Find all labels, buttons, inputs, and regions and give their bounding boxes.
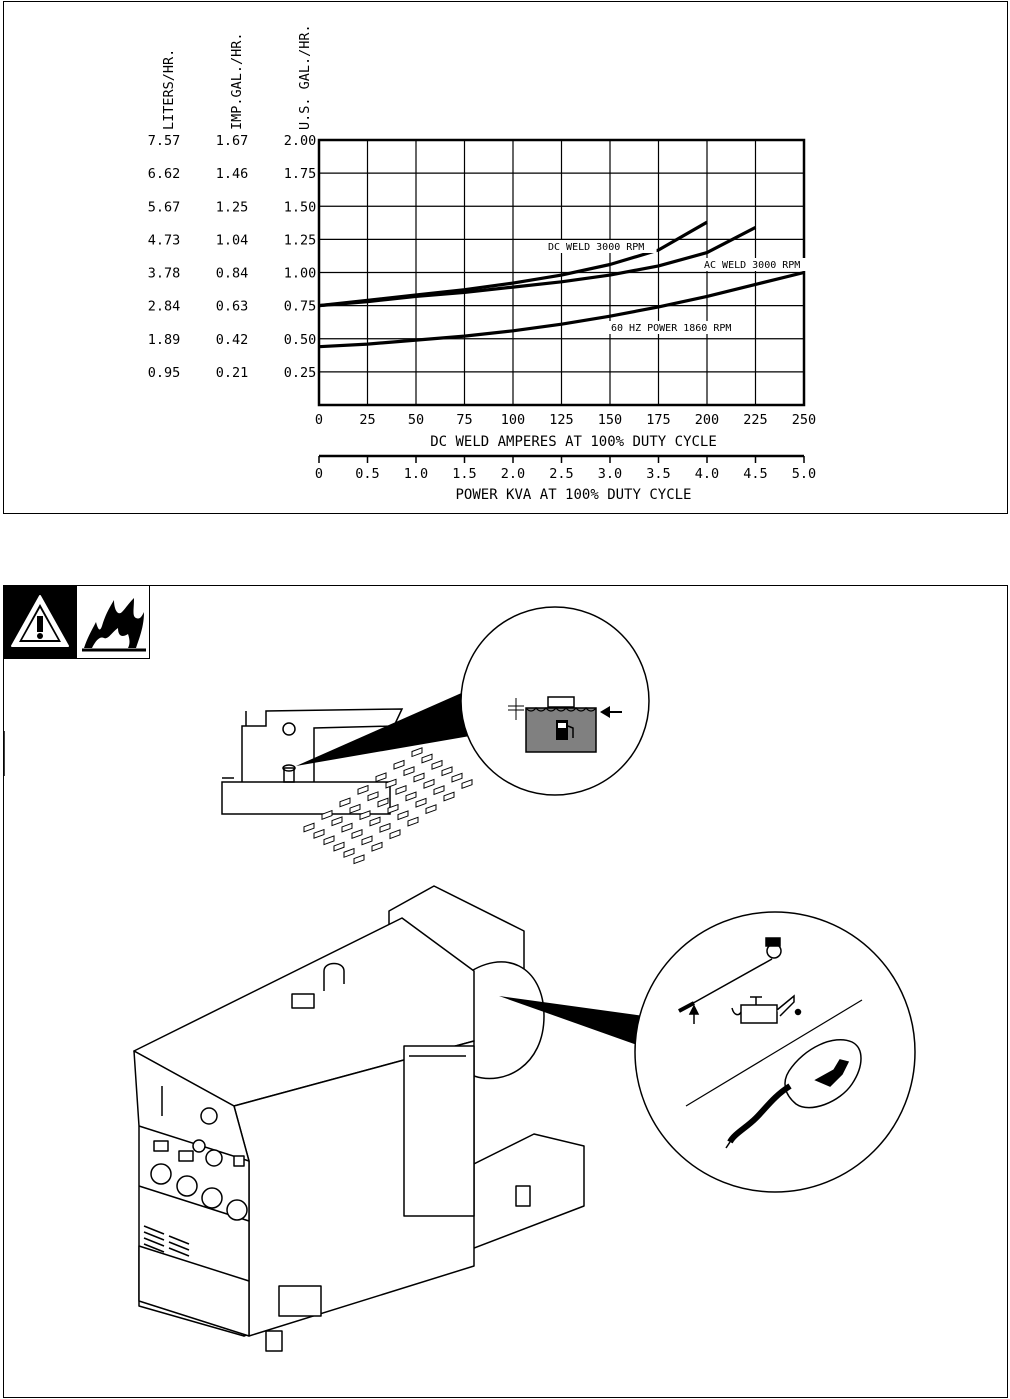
y-tick-label: 1.89 <box>147 331 181 348</box>
vent-slot <box>344 849 354 858</box>
x-tick-label: 225 <box>743 412 768 428</box>
machine-side-view <box>4 709 402 814</box>
y-tick-label: 0.63 <box>215 298 249 315</box>
vent-slot <box>432 761 442 770</box>
vent-slot <box>398 811 408 820</box>
vent-slot <box>406 792 416 801</box>
vent-slot <box>340 798 350 807</box>
x-tick-label: 3.0 <box>597 466 623 482</box>
y-tick-label: 0.21 <box>215 364 249 381</box>
y-tick-label: 1.75 <box>283 166 317 183</box>
y-tick-label: 0.95 <box>147 364 181 381</box>
series-label: DC WELD 3000 RPM <box>548 242 645 253</box>
vent-slot <box>426 805 436 814</box>
x-tick-label: 100 <box>500 412 526 428</box>
x-tick-label: 1.0 <box>403 466 429 482</box>
vent-slot <box>386 779 396 788</box>
y-tick-label: 1.50 <box>283 199 317 216</box>
x-axis-label: DC WELD AMPERES AT 100% DUTY CYCLE <box>430 434 717 450</box>
y-axis-label: LITERS/HR. <box>161 48 177 130</box>
vent-slot <box>442 767 452 776</box>
y-tick-label: 0.25 <box>283 364 317 381</box>
vent-slot <box>334 842 344 851</box>
fuel-oil-check-illustration-panel <box>3 585 1008 1398</box>
vent-slot <box>434 786 444 795</box>
x-tick-label: 1.5 <box>452 466 477 482</box>
y-tick-label: 3.78 <box>147 265 181 282</box>
x-tick-label: 200 <box>694 412 720 428</box>
y-tick-label: 1.25 <box>215 199 249 216</box>
x-tick-label: 2.5 <box>549 466 574 482</box>
vent-slot <box>444 792 454 801</box>
y-tick-label: 1.25 <box>283 232 317 249</box>
fuel-consumption-chart <box>4 2 1006 512</box>
y-tick-label: 2.00 <box>283 133 317 149</box>
x-tick-label: 75 <box>456 412 473 428</box>
x-tick-label: 0 <box>314 412 324 428</box>
vent-slot <box>416 798 426 807</box>
vent-slot <box>452 773 462 782</box>
vent-slot <box>304 823 314 832</box>
equipment-illustration <box>4 586 1006 1396</box>
vent-slot <box>404 767 414 776</box>
x-tick-label: 50 <box>407 412 425 428</box>
vent-slot <box>358 786 368 795</box>
x-tick-label: 2.0 <box>500 466 526 482</box>
x-tick-label: 150 <box>597 412 623 428</box>
vent-slot <box>396 786 406 795</box>
x-tick-label: 4.0 <box>694 466 720 482</box>
y-tick-label: 1.04 <box>215 232 249 249</box>
series-label: AC WELD 3000 RPM <box>704 260 801 271</box>
top-vent-slots <box>304 748 472 864</box>
vent-slot <box>390 830 400 839</box>
y-tick-label: 2.84 <box>147 298 181 315</box>
x-tick-label: 175 <box>646 412 671 428</box>
vent-slot <box>352 830 362 839</box>
vent-slot <box>342 823 352 832</box>
vent-slot <box>372 842 382 851</box>
y-tick-label: 0.75 <box>283 298 317 315</box>
x-tick-label: 5.0 <box>791 466 817 482</box>
y-tick-label: 0.50 <box>283 331 317 348</box>
x-tick-label: 0.5 <box>355 466 380 482</box>
vent-slot <box>408 817 418 826</box>
y-tick-label: 7.57 <box>147 133 181 149</box>
vent-slot <box>322 811 332 820</box>
vent-slot <box>370 817 380 826</box>
vent-slot <box>378 798 388 807</box>
x-tick-label: 25 <box>359 412 376 428</box>
y-tick-label: 1.00 <box>283 265 317 282</box>
vent-slot <box>360 811 370 820</box>
vent-slot <box>424 779 434 788</box>
y-tick-label: 0.84 <box>215 265 249 282</box>
vent-slot <box>350 804 360 813</box>
x-tick-label: 4.5 <box>743 466 768 482</box>
y-tick-label: 6.62 <box>147 166 181 183</box>
y-tick-label: 1.67 <box>215 133 249 149</box>
vent-slot <box>332 817 342 826</box>
y-tick-label: 5.67 <box>147 199 181 216</box>
welder-generator-machine <box>134 886 584 1351</box>
vent-slot <box>314 830 324 839</box>
vent-slot <box>376 773 386 782</box>
x-tick-label: 250 <box>791 412 817 428</box>
x-axis-label: POWER KVA AT 100% DUTY CYCLE <box>455 487 692 503</box>
vent-slot <box>380 824 390 833</box>
x-tick-label: 0 <box>314 466 324 482</box>
vent-slot <box>362 836 372 845</box>
y-tick-label: 1.46 <box>215 166 249 183</box>
y-axis-label: U.S. GAL./HR. <box>297 24 313 130</box>
x-tick-label: 3.5 <box>646 466 671 482</box>
vent-slot <box>462 780 472 789</box>
vent-slot <box>422 754 432 763</box>
fuel-consumption-chart-panel <box>3 1 1008 514</box>
vent-slot <box>368 792 378 801</box>
vent-slot <box>324 836 334 845</box>
x-tick-label: 125 <box>549 412 574 428</box>
y-tick-label: 4.73 <box>147 232 181 249</box>
vent-slot <box>394 760 404 769</box>
vent-slot <box>354 855 364 864</box>
vent-slot <box>412 748 422 757</box>
vent-slot <box>414 773 424 782</box>
y-tick-label: 0.42 <box>215 331 249 348</box>
y-axis-label: IMP.GAL./HR. <box>229 32 245 130</box>
series-label: 60 HZ POWER 1860 RPM <box>611 323 732 334</box>
